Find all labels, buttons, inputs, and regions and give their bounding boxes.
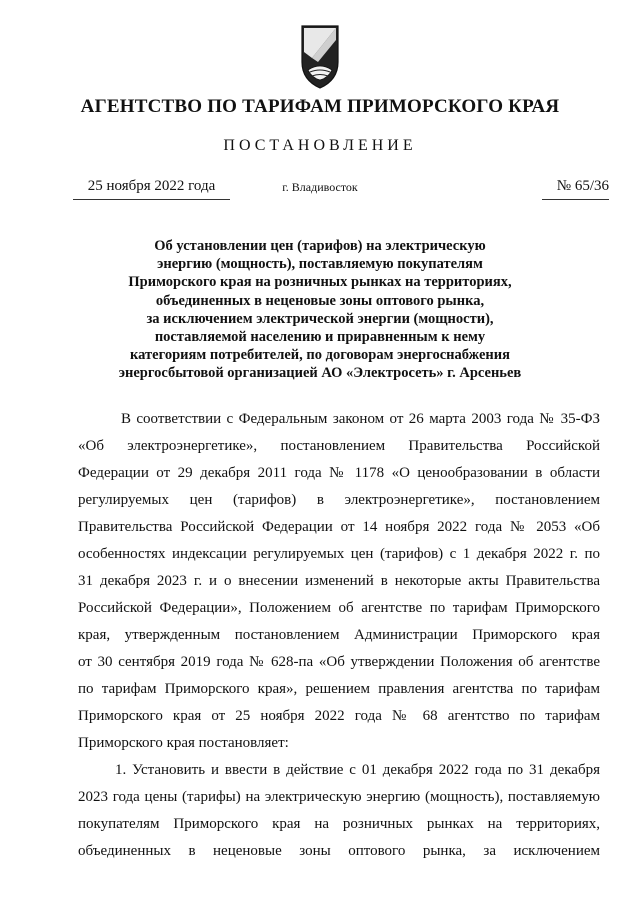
body-line: края, утвержденным постановлением Администрации Приморского края <box>78 627 600 643</box>
agency-name: АГЕНТСТВО ПО ТАРИФАМ ПРИМОРСКОГО КРАЯ <box>80 96 560 117</box>
document-number: № 65/36 <box>542 178 609 200</box>
body-line: Приморского края постановляет: <box>78 735 289 751</box>
title-line: Об установлении цен (тарифов) на электрическую <box>154 238 486 254</box>
body-line: объединенных в неценовые зоны оптового рынка, за исключением <box>78 843 600 859</box>
body-line: по тарифам Приморского края», решением правления агентства по тарифам <box>78 681 600 697</box>
title-line: энергосбытовой организацией АО «Электросеть» г. Арсеньев <box>118 365 522 382</box>
title-line: поставляемой населению и приравненным к нему <box>154 329 486 346</box>
title-line: категориям потребителей, по договорам энергоснабжения <box>130 347 510 364</box>
title-line: энергию (мощность), поставляемую покупателям <box>157 256 483 273</box>
body-line: Правительства Российской Федерации от 14 ноября 2022 года № 2053 «Об <box>78 519 600 535</box>
title-line: за исключением электрической энергии (мощности), <box>146 310 494 327</box>
document-city: г. Владивосток <box>282 180 358 194</box>
body-line: Приморского края от 25 ноября 2022 года № 68 агентство по тарифам <box>78 708 600 724</box>
body-line: регулируемых цен (тарифов) в электроэнергетике», постановлением <box>78 492 600 508</box>
body-line: 2023 года цены (тарифы) на электрическую энергию (мощность), поставляемую <box>78 789 600 805</box>
document-date: 25 ноября 2022 года <box>73 178 230 200</box>
document-type: ПОСТАНОВЛЕНИЕ <box>223 137 417 154</box>
body-line: 1. Установить и ввести в действие с 01 декабря 2022 года по 31 декабря <box>115 762 600 778</box>
body-line: особенностях индексации регулируемых цен (тарифов) с 1 декабря 2022 г. по <box>78 546 600 562</box>
body-line: В соответствии с Федеральным законом от 26 марта 2003 года № 35-ФЗ <box>121 411 600 427</box>
body-line: «Об электроэнергетике», постановлением Правительства Российской <box>78 438 600 454</box>
document-body <box>78 406 600 865</box>
body-line: покупателям Приморского края на розничных рынках на территориях, <box>78 816 600 832</box>
document-title <box>100 237 540 383</box>
body-line: Российской Федерации», Положением об агентстве по тарифам Приморского <box>78 600 600 616</box>
body-line: 31 декабря 2023 г. и о внесении изменений в некоторые акты Правительства <box>78 573 600 589</box>
body-line: Федерации от 29 декабря 2011 года № 1178 «О ценообразовании в области <box>78 465 600 481</box>
title-line: объединенных в неценовые зоны оптового рынка, <box>155 292 485 309</box>
coat-of-arms-icon <box>290 22 350 92</box>
title-line: Приморского края на розничных рынках на территориях, <box>128 274 512 291</box>
body-line: от 30 сентября 2019 года № 628-па «Об утверждении Положения об агентстве <box>78 654 600 670</box>
